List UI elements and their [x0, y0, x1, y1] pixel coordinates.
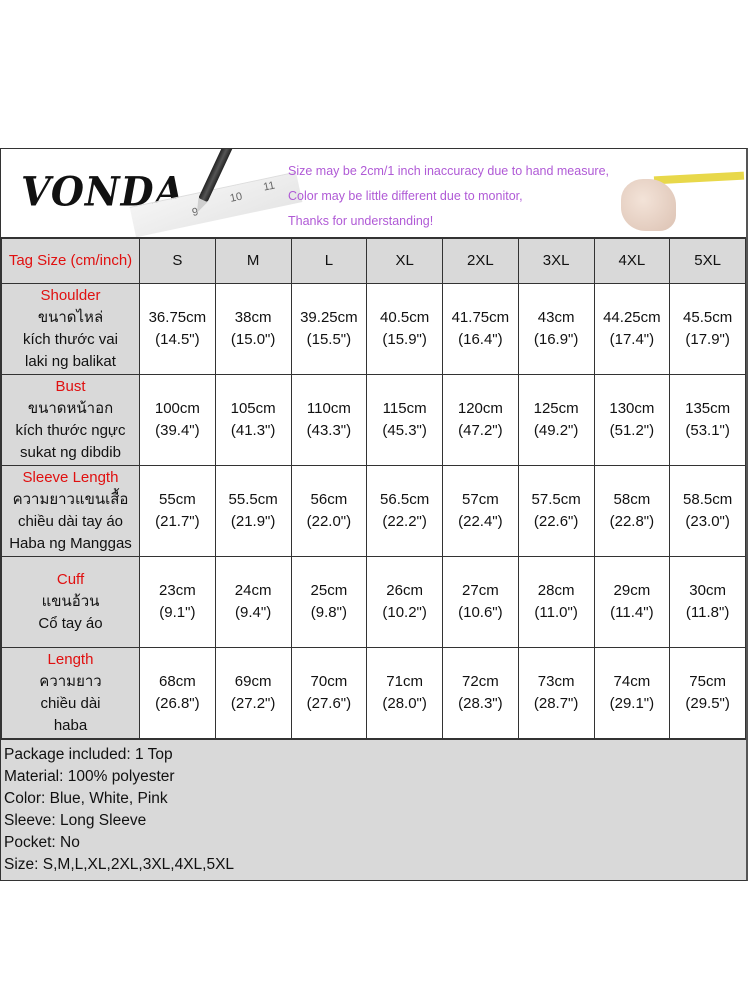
size-table [1, 238, 746, 739]
measurement-label-cell [2, 557, 140, 648]
value-cm: 39.25cm [300, 309, 358, 326]
measurement-row [2, 375, 746, 466]
size-col-l: L [291, 239, 367, 284]
value-cm: 55cm [159, 491, 196, 508]
disclaimer-notes [288, 159, 609, 234]
measurement-value-cell [594, 557, 670, 648]
measurement-value-cell [215, 557, 291, 648]
ruler-illustration-icon: 9 10 11 [130, 172, 303, 238]
value-inch: (41.3") [230, 422, 276, 439]
measurement-value-cell [443, 284, 519, 375]
value-inch: (17.9") [685, 331, 730, 348]
measurement-value-cell [215, 284, 291, 375]
measurement-value-cell [594, 466, 670, 557]
measurement-value-cell [291, 375, 367, 466]
value-cm: 56.5cm [380, 491, 430, 508]
value-cm: 110cm [306, 400, 351, 417]
value-inch: (16.4") [458, 331, 503, 348]
value-cm: 45.5cm [683, 309, 733, 326]
measurement-value-cell [518, 284, 594, 375]
info-package: Package included: 1 Top [4, 746, 173, 763]
value-cm: 24cm [234, 582, 272, 599]
value-inch: (23.0") [685, 513, 730, 530]
value-inch: (26.8") [155, 695, 200, 712]
value-inch: (15.9") [382, 331, 427, 348]
value-cm: 28cm [537, 582, 575, 599]
measurement-label-cell [2, 284, 140, 375]
measurement-value-cell [140, 648, 216, 739]
value-inch: (9.1") [159, 604, 196, 621]
value-cm: 120cm [457, 400, 503, 417]
value-cm: 55.5cm [228, 491, 278, 508]
measurement-name: Sleeve Length [22, 469, 119, 486]
measurement-translation: sukat ng dibdib [20, 444, 121, 461]
measurement-value-cell [291, 557, 367, 648]
measurement-value-cell [291, 284, 367, 375]
measurement-value-cell [291, 648, 367, 739]
brand-banner [1, 149, 746, 238]
value-inch: (28.0") [382, 695, 427, 712]
measurement-value-cell [443, 375, 519, 466]
measurement-value-cell [367, 466, 443, 557]
value-cm: 70cm [310, 673, 348, 690]
value-inch: (22.2") [382, 513, 427, 530]
value-cm: 71cm [386, 673, 423, 690]
value-inch: (45.3") [382, 422, 427, 439]
measurement-value-cell [670, 375, 746, 466]
size-col-m: M [215, 239, 291, 284]
value-inch: (15.0") [230, 331, 276, 348]
measurement-value-cell [367, 375, 443, 466]
size-chart-sheet [0, 148, 748, 881]
measurement-value-cell [140, 466, 216, 557]
value-inch: (22.8") [609, 513, 655, 530]
measurement-name: Cuff [56, 571, 85, 588]
value-cm: 100cm [154, 400, 200, 417]
measurement-value-cell [443, 648, 519, 739]
value-inch: (27.6") [306, 695, 352, 712]
size-col-2xl: 2XL [443, 239, 519, 284]
measurement-label-cell [2, 466, 140, 557]
info-sleeve: Sleeve: Long Sleeve [4, 812, 147, 829]
info-sizes: Size: S,M,L,XL,2XL,3XL,4XL,5XL [4, 856, 235, 873]
measurement-translation: ความยาว [39, 673, 102, 690]
value-inch: (11.4") [610, 604, 654, 621]
info-material: Material: 100% polyester [4, 768, 175, 785]
measurement-translation: kích thước vai [23, 331, 118, 348]
measurement-value-cell [215, 648, 291, 739]
size-col-s: S [140, 239, 216, 284]
value-inch: (16.9") [533, 331, 579, 348]
value-inch: (11.8") [685, 604, 730, 621]
value-cm: 40.5cm [380, 309, 430, 326]
measurement-translation: haba [53, 717, 88, 734]
value-inch: (53.1") [685, 422, 730, 439]
value-inch: (9.8") [310, 604, 347, 621]
value-inch: (22.0") [306, 513, 352, 530]
brand-logo: VONDA [21, 167, 186, 216]
measurement-value-cell [518, 557, 594, 648]
value-cm: 41.75cm [451, 309, 510, 326]
value-cm: 23cm [159, 582, 196, 599]
value-inch: (39.4") [155, 422, 200, 439]
value-cm: 57cm [462, 491, 499, 508]
value-inch: (21.7") [155, 513, 200, 530]
size-col-4xl: 4XL [594, 239, 670, 284]
info-color: Color: Blue, White, Pink [4, 790, 168, 807]
value-inch: (9.4") [235, 604, 272, 621]
value-cm: 57.5cm [531, 491, 581, 508]
measurement-value-cell [140, 284, 216, 375]
measurement-value-cell [670, 557, 746, 648]
measurement-name: Bust [55, 378, 86, 395]
value-inch: (47.2") [458, 422, 503, 439]
measurement-value-cell [594, 648, 670, 739]
measurement-name: Shoulder [40, 287, 101, 304]
value-cm: 125cm [533, 400, 579, 417]
measurement-value-cell [367, 284, 443, 375]
info-pocket: Pocket: No [4, 834, 80, 851]
value-cm: 72cm [462, 673, 499, 690]
measurement-value-cell [670, 466, 746, 557]
value-cm: 74cm [613, 673, 651, 690]
value-cm: 135cm [685, 400, 731, 417]
value-cm: 26cm [386, 582, 423, 599]
value-inch: (14.5") [155, 331, 200, 348]
value-inch: (11.0") [534, 604, 578, 621]
measurement-name: Length [47, 651, 94, 668]
value-cm: 58cm [613, 491, 651, 508]
measurement-label-cell [2, 375, 140, 466]
value-cm: 27cm [462, 582, 499, 599]
value-inch: (51.2") [609, 422, 655, 439]
value-cm: 56cm [310, 491, 348, 508]
measurement-value-cell [518, 375, 594, 466]
measurement-value-cell [594, 284, 670, 375]
measurement-translation: ความยาวแขนเสื้อ [12, 491, 129, 508]
measurement-row [2, 466, 746, 557]
note-size-accuracy: Size may be 2cm/1 inch inaccuracy due to hand measure, [288, 164, 610, 178]
value-cm: 36.75cm [148, 309, 207, 326]
value-inch: (29.1") [609, 695, 655, 712]
measurement-translation: laki ng balikat [25, 353, 116, 370]
value-inch: (22.6") [533, 513, 579, 530]
value-inch: (28.7") [533, 695, 579, 712]
measurement-row [2, 557, 746, 648]
note-color-difference: Color may be little different due to monitor, [288, 189, 523, 203]
value-inch: (15.5") [306, 331, 352, 348]
value-cm: 43cm [537, 309, 575, 326]
note-thanks: Thanks for understanding! [288, 214, 434, 228]
value-inch: (10.2") [382, 604, 427, 621]
value-inch: (49.2") [533, 422, 579, 439]
measurement-value-cell [670, 284, 746, 375]
measurement-value-cell [518, 648, 594, 739]
measurement-translation: chiều dài [40, 695, 101, 712]
measurement-value-cell [443, 557, 519, 648]
measurement-translation: Haba ng Manggas [9, 535, 132, 552]
value-cm: 73cm [537, 673, 575, 690]
value-cm: 75cm [689, 673, 726, 690]
hand-measuring-tape-icon [606, 159, 741, 233]
measurement-value-cell [215, 375, 291, 466]
value-inch: (28.3") [458, 695, 503, 712]
measurement-translation: Cổ tay áo [38, 615, 103, 632]
measurement-value-cell [215, 466, 291, 557]
value-inch: (10.6") [458, 604, 503, 621]
value-cm: 130cm [609, 400, 655, 417]
value-cm: 38cm [234, 309, 272, 326]
value-inch: (21.9") [230, 513, 276, 530]
measurement-translation: chiều dài tay áo [17, 513, 124, 530]
measurement-row [2, 648, 746, 739]
value-cm: 68cm [159, 673, 196, 690]
value-cm: 44.25cm [603, 309, 661, 326]
size-col-3xl: 3XL [518, 239, 594, 284]
measurement-row [2, 284, 746, 375]
measurement-translation: kích thước ngực [15, 422, 126, 439]
measurement-value-cell [594, 375, 670, 466]
value-inch: (17.4") [609, 331, 655, 348]
size-col-xl: XL [367, 239, 443, 284]
measurement-translation: ขนาดไหล่ [37, 309, 104, 326]
value-cm: 69cm [234, 673, 272, 690]
value-cm: 25cm [310, 582, 348, 599]
value-inch: (43.3") [306, 422, 352, 439]
value-inch: (29.5") [685, 695, 730, 712]
value-cm: 29cm [613, 582, 651, 599]
measurement-value-cell [367, 648, 443, 739]
value-inch: (27.2") [230, 695, 276, 712]
measurement-value-cell [140, 557, 216, 648]
measurement-value-cell [367, 557, 443, 648]
measurement-value-cell [140, 375, 216, 466]
value-cm: 58.5cm [683, 491, 733, 508]
measurement-value-cell [291, 466, 367, 557]
value-cm: 30cm [689, 582, 726, 599]
size-col-5xl: 5XL [670, 239, 746, 284]
measurement-value-cell [443, 466, 519, 557]
value-cm: 115cm [382, 400, 427, 417]
measurement-value-cell [518, 466, 594, 557]
tag-size-label: Tag Size (cm/inch) [2, 239, 140, 284]
measurement-translation: ขนาดหน้าอก [27, 400, 114, 417]
product-info [1, 739, 746, 880]
value-cm: 105cm [230, 400, 276, 417]
measurement-value-cell [670, 648, 746, 739]
measurement-label-cell [2, 648, 140, 739]
value-inch: (22.4") [458, 513, 503, 530]
size-header-row [2, 239, 746, 284]
measurement-translation: แขนอ้วน [41, 593, 100, 610]
